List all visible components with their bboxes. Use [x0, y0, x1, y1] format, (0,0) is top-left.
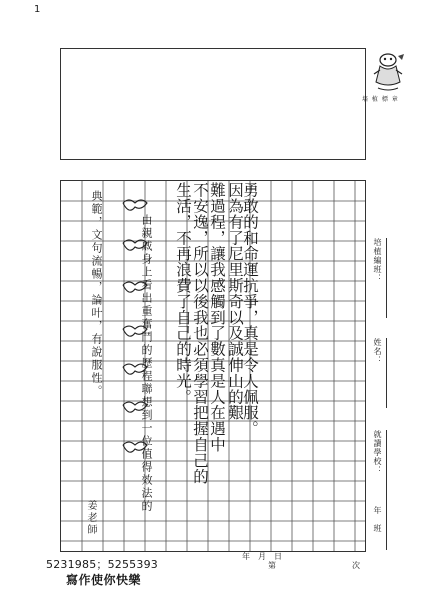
- name-line: [386, 338, 387, 408]
- class-line: [386, 238, 387, 318]
- essay-column-2: 因為有了尼里斯奇以及誠伸山的艱: [226, 182, 244, 421]
- school-label: 就讀學校：: [373, 430, 382, 475]
- teacher-comment-line-1: 由親戚身上看出重奮鬥的歷程聯想到一位值得效法的: [140, 214, 153, 513]
- footer-date: 年 月 日: [242, 552, 282, 561]
- essay-column-5: 生活，不再浪費了自己的時光。: [174, 182, 192, 405]
- footer-numbers: 5231985；5255393: [46, 558, 158, 571]
- essay-column-1: 勇敢的和命運抗爭，真是令人佩服。: [241, 182, 259, 437]
- grade-label: 年 班: [373, 506, 382, 533]
- essay-column-4: 不安逸，所以以後我也必須學習把握自己的: [191, 182, 209, 485]
- school-line: [386, 430, 387, 550]
- teacher-comment-box: [60, 48, 366, 160]
- class-label: 培植編班：: [373, 238, 382, 283]
- footer-order: 次: [352, 561, 360, 570]
- corner-mark: 1: [34, 4, 41, 15]
- footer-slogan: 寫作使你快樂: [66, 573, 142, 587]
- name-label: 姓名：: [373, 338, 382, 365]
- mascot-stamp-icon: [368, 52, 408, 94]
- footer-page: 第: [268, 561, 276, 570]
- teacher-signature: 姜老師: [85, 500, 96, 536]
- essay-column-3: 難過程，讓我感觸到了數真是人在遇中: [208, 182, 226, 453]
- stamp-caption: 培 植 標 章: [362, 96, 399, 103]
- teacher-comment-line-2: 典範，文句流暢，論叶，有說服性。: [90, 190, 103, 398]
